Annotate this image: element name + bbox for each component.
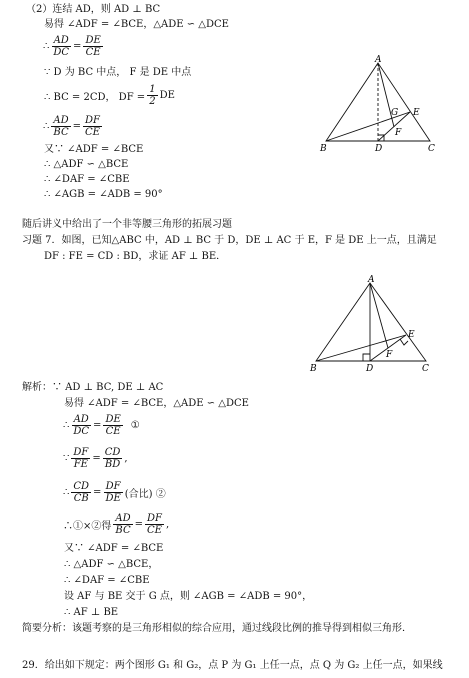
fraction: $\frac{DF}{CE}$ bbox=[85, 115, 100, 138]
label-d: D bbox=[366, 364, 374, 374]
solution-fraction-1: ∴ $\frac{AD}{DC}$ = $\frac{DE}{CE}$ ① bbox=[63, 414, 140, 437]
label-e: E bbox=[408, 330, 415, 340]
label-b: B bbox=[320, 144, 327, 154]
label-d: D bbox=[375, 144, 383, 154]
label-c: C bbox=[422, 364, 429, 374]
figure-1-triangle bbox=[318, 55, 436, 155]
line-easy-get: 易得 ∠ADF = ∠BCE，△ADE ∽ △DCE bbox=[44, 19, 229, 30]
line-similar: ∴ △ADF ∽ △BCE bbox=[44, 159, 129, 170]
fraction: $\frac{AD}{BC}$ bbox=[53, 115, 69, 138]
label-g: G bbox=[391, 108, 399, 118]
question-29: 29．给出如下规定：两个图形 G₁ 和 G₂，点 P 为 G₁ 上任一点，点 Q 为 G₂ 上任一点，如果线 bbox=[22, 660, 443, 671]
solution-line-5: 设 AF 与 BE 交于 G 点，则 ∠AGB = ∠ADB = 90°， bbox=[64, 591, 313, 602]
solution-line-1: 易得 ∠ADF = ∠BCE，△ADE ∽ △DCE bbox=[64, 398, 249, 409]
label-a: A bbox=[368, 275, 375, 285]
label-b: B bbox=[310, 364, 317, 374]
line-midpoints: ∵ D 为 BC 中点， F 是 DE 中点 bbox=[44, 67, 192, 78]
fraction-row-2: ∴ $\frac{AD}{BC}$ = $\frac{DF}{CE}$ bbox=[43, 115, 100, 138]
line-connect-ad: （2）连结 AD，则 AD ⊥ BC bbox=[26, 4, 161, 15]
line-intro: 随后讲义中给出了一个非等腰三角形的拓展习题 bbox=[22, 219, 232, 230]
fraction-half: $\frac{1}{2}$ bbox=[149, 84, 156, 107]
solution-line-6: ∴ AF ⊥ BE bbox=[64, 607, 119, 618]
line-angle-equal: 又∵ ∠ADF = ∠BCE bbox=[44, 144, 144, 155]
label-c: C bbox=[428, 144, 435, 154]
line-agb-90: ∴ ∠AGB = ∠ADB = 90° bbox=[44, 189, 163, 200]
solution-head: 解析：∵ AD ⊥ BC, DE ⊥ AC bbox=[22, 382, 164, 393]
figure-2-triangle bbox=[308, 275, 434, 375]
line-bc-2cd: ∴ BC = 2CD， DF = $\frac{1}{2}$ DE bbox=[44, 84, 175, 107]
solution-line-2: 又∵ ∠ADF = ∠BCE bbox=[64, 543, 164, 554]
solution-line-4: ∴ ∠DAF = ∠CBE bbox=[64, 575, 150, 586]
label-f: F bbox=[395, 128, 402, 138]
label-a: A bbox=[375, 55, 382, 65]
solution-fraction-4: ∴①×②得 $\frac{AD}{BC}$ = $\frac{DF}{CE}$ , bbox=[63, 513, 170, 536]
solution-fraction-2: ∵ $\frac{DF}{FE}$ = $\frac{CD}{BD}$ , bbox=[63, 447, 128, 470]
line-dac-cbe: ∴ ∠DAF = ∠CBE bbox=[44, 174, 130, 185]
line-exercise-7-cont: DF : FE = CD : BD，求证 AF ⊥ BE． bbox=[44, 251, 227, 262]
solution-line-3: ∴ △ADF ∽ △BCE， bbox=[64, 559, 159, 570]
line-exercise-7: 习题 7．如图，已知△ABC 中，AD ⊥ BC 于 D，DE ⊥ AC 于 E，F 是 DE 上一点，且满足 bbox=[22, 235, 437, 246]
fraction-row-1: ∴ $\frac{AD}{DC}$ = $\frac{DE}{CE}$ bbox=[43, 35, 101, 58]
label-e: E bbox=[413, 108, 420, 118]
fraction: $\frac{DE}{CE}$ bbox=[85, 35, 101, 58]
brief-analysis: 简要分析：该题考察的是三角形相似的综合应用，通过线段比例的推导得到相似三角形． bbox=[22, 623, 412, 634]
label-f: F bbox=[386, 350, 393, 360]
fraction: $\frac{AD}{DC}$ bbox=[53, 35, 70, 58]
solution-fraction-3: ∴ $\frac{CD}{CB}$ = $\frac{DF}{DE}$ (合比) ② bbox=[63, 481, 166, 504]
